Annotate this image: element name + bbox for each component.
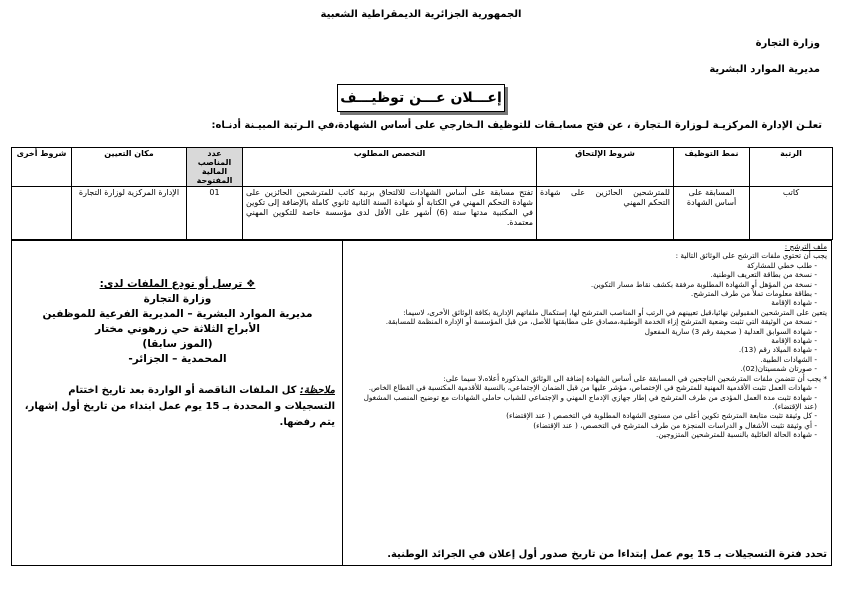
header-other: شروط أخرى bbox=[12, 148, 72, 187]
list-item: - صورتان شمسيتان(02). bbox=[740, 364, 817, 374]
list-item: - نسخة من المؤهل أو الشهادة المطلوبة مرفقة بكشف نقاط مسار التكوين. bbox=[590, 279, 817, 289]
announcement-title: إعـــلان عـــن توظيـــف bbox=[337, 84, 505, 112]
cell-mode: المسابقة على أساس الشهادة bbox=[674, 187, 750, 240]
note-label: ملاحظة: bbox=[299, 385, 335, 396]
address-line: وزارة التجارة bbox=[143, 293, 212, 305]
header-positions: عدد المناصب المالية المفتوحة bbox=[187, 148, 243, 187]
list-item: - نسخة من الوثيقة التي تثبت وضعية المترشح إزاء الخدمة الوطنية،مصادق على مطابقتها للأصل، من قبل المؤسسة أو الإدارة المنظمة للمسابقة. bbox=[385, 317, 817, 327]
cell-specialty: تفتح مسابقة على أساس الشهادات للالتحاق برتبة كاتب للمترشحين الحائزين على شهادة التحكم المهني في الكتابة أو شهادة السنة الثانية ثانوي كاملة بالإضافة إلى تكوين في المكتبية مدتها ستة (6) أشهر على الأقل لدى مؤسسة خاصة للتكوين المهني معتمدة. bbox=[243, 187, 537, 240]
registration-deadline: تحدد فترة التسجيلات بـ 15 يوم عمل إبتداءا من تاريخ صدور أول إعلان في الجرائد الوطنية. bbox=[387, 549, 827, 560]
application-file-section bbox=[350, 242, 827, 440]
positions-table bbox=[11, 147, 833, 240]
table-header-row bbox=[12, 148, 833, 187]
submission-title: ❖ ترسل أو تودع الملفات لدى: bbox=[99, 278, 256, 290]
header-rank: الرتبة bbox=[750, 148, 833, 187]
address-line: المحمدية – الجزائر- bbox=[128, 353, 227, 365]
list-item: - أي وثيقة تثبت الأشغال و الدراسات المنجزة من طرف المترشح في التخصص، ( عند الإقتضاء) bbox=[533, 420, 817, 430]
list-item: - شهادة الميلاد رقم (13). bbox=[738, 345, 817, 355]
address-line: الأبراج الثلاثة حي زرهوني مختار bbox=[95, 323, 260, 335]
column-divider bbox=[342, 241, 343, 565]
header-conditions: شروط الإلتحاق bbox=[537, 148, 674, 187]
list-item: - الشهادات الطبية. bbox=[760, 354, 817, 364]
list-item: - كل وثيقة تثبت متابعة المترشح تكوين أعلى من مستوى الشهادة المطلوبة في التخصص ( عند الإقتضاء) bbox=[506, 411, 817, 421]
table-row bbox=[12, 187, 833, 240]
cell-positions: 01 bbox=[187, 187, 243, 240]
list-item: - نسخة من بطاقة التعريف الوطنية. bbox=[710, 270, 817, 280]
note-text: كل الملفات الناقصة أو الواردة بعد تاريخ اختتام التسجيلات و المحددة بـ 15 يوم عمل ابتداء من تاريخ أول إشهار، يتم رفضها. bbox=[24, 385, 335, 428]
list-item: - بطاقة معلومات تملأ من طرف المترشح. bbox=[690, 289, 817, 299]
submission-address bbox=[20, 277, 335, 367]
list-item: - طلب خطي للمشاركة bbox=[746, 260, 817, 270]
ministry-name: وزارة التجارة bbox=[755, 38, 820, 49]
address-line: مديرية الموارد البشرية – المديرية الفرعية للموظفين bbox=[42, 308, 313, 320]
list-item: - شهادة السوابق العدلية ( صحيفة رقم 3) سارية المفعول bbox=[644, 326, 817, 336]
dossier-intro: يجب أن تحتوي ملفات الترشح على الوثائق التالية : bbox=[675, 251, 827, 261]
header-specialty: التخصص المطلوب bbox=[243, 148, 537, 187]
announcement-intro: تعلـن الإدارة المركزيـة لـوزارة الـتجارة ، عن فتح مسابـقات للتوظيف الـخارجي على أساس الشهادة،في الـرتبة المبيـنة أدنـاه: bbox=[211, 120, 822, 131]
address-line: (الموز سابقا) bbox=[142, 338, 213, 350]
list-item: - شهادة الإقامة bbox=[771, 336, 817, 346]
list-item: - شهادة الحالة العائلية بالنسبة للمترشحين المتزوجين. bbox=[656, 430, 817, 440]
cell-rank: كاتب bbox=[750, 187, 833, 240]
note-section bbox=[20, 383, 335, 431]
cell-conditions: للمترشحين الحائزين على شهادة التحكم المهني bbox=[537, 187, 674, 240]
header-mode: نمط التوظيف bbox=[674, 148, 750, 187]
list-item: - شهادة الإقامة bbox=[771, 298, 817, 308]
cell-location: الإدارة المركزية لوزارة التجارة bbox=[72, 187, 187, 240]
cell-other bbox=[12, 187, 72, 240]
republic-header: الجمهورية الجزائرية الديمقراطية الشعبية bbox=[320, 9, 522, 20]
list-item: - شهادة تثبت مدة العمل المؤدى من طرف المترشح في إطار جهازي الإدماج المهني و الإجتماعي للشباب حاملي الشهادات مع توضيح المنصب المشغول (عند الإقتضاء). bbox=[363, 392, 817, 411]
final-docs-intro: يتعين على المترشحين المقبولين نهائيا،قبل تعيينهم في الرتب أو المناصب المترشح لها، إستكمال ملفاتهم الإدارية بكافة الوثائق الأخرى، لاسيما: bbox=[403, 307, 827, 317]
directorate-name: مديرية الموارد البشرية bbox=[709, 64, 820, 75]
extra-docs-intro: * يجب أن تتضمن ملفات المترشحين الناجحين في المسابقة على أساس الشهادة إضافة الى الوثائق المذكورة أعلاه،لا سيما على: bbox=[443, 373, 827, 383]
list-item: - شهادات العمل تثبت الأقدمية المهنية للمترشح في الإختصاص، مؤشر عليها من قبل الضمان الإجتماعي، بالنسبة للأقدمية المكتسبة في القطاع الخاص. bbox=[368, 383, 817, 393]
details-box bbox=[11, 240, 832, 566]
header-location: مكان التعيين bbox=[72, 148, 187, 187]
dossier-heading: ملف الترشح : bbox=[784, 242, 827, 251]
